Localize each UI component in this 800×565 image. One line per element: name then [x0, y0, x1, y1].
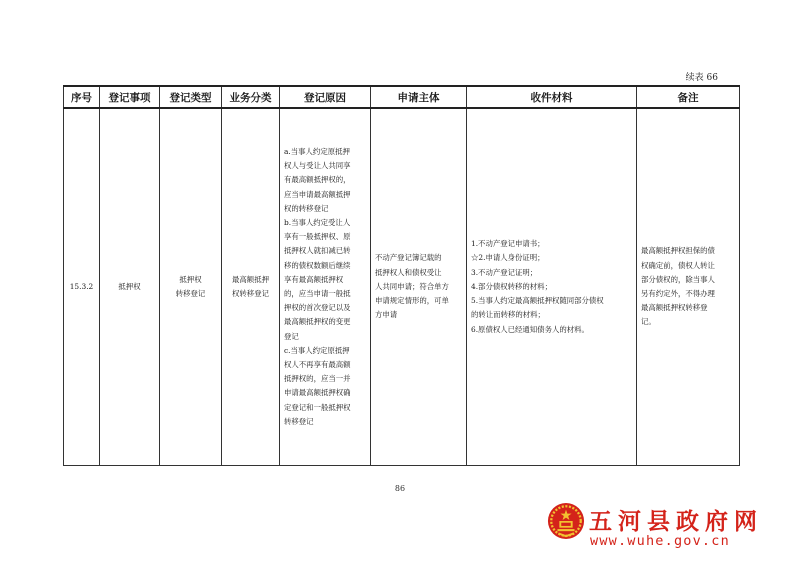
header-remarks: 备注 — [637, 86, 740, 108]
site-name: 五河县政府网 — [589, 509, 763, 535]
cell-item: 抵押权 — [100, 108, 160, 466]
reason-line: 享有最高额抵押权 — [284, 274, 344, 284]
table-row — [64, 108, 740, 466]
applicant-line: 人共同申请；符合单方 — [375, 281, 449, 291]
reason-line: 应当申请最高额抵押 — [284, 189, 351, 199]
type-lines — [160, 273, 221, 301]
materials-line: 5.当事人约定最高额抵押权随同部分债权 — [471, 296, 604, 306]
reason-line: 权人不再享有最高额 — [284, 360, 351, 370]
category-line: 最高额抵押 — [232, 274, 269, 284]
reason-line: 权的转移登记 — [284, 203, 329, 213]
type-line: 抵押权 — [179, 274, 202, 284]
cell-category — [222, 108, 280, 466]
type-line: 转移登记 — [175, 289, 206, 298]
reason-lines — [284, 145, 366, 429]
remarks-line: 最高额抵押权担保的债 — [641, 246, 715, 256]
reason-line: 权人与受让人共同享 — [284, 161, 351, 171]
page-number: 86 — [394, 484, 406, 493]
site-url[interactable]: www.wuhe.gov.cn — [590, 533, 730, 549]
remarks-line: 另有约定外，不得办理 — [641, 289, 715, 298]
table-header-row — [64, 86, 740, 108]
reason-line: 抵押权的，应当一并 — [284, 374, 351, 384]
materials-line: 的转让而转移的材料； — [471, 310, 545, 320]
reason-line: 转移登记 — [284, 416, 314, 426]
remarks-lines — [641, 244, 735, 329]
reason-line: 移的债权数额后继续 — [284, 260, 351, 270]
materials-line: 1.不动产登记申请书； — [471, 239, 545, 249]
materials-line: 6.原债权人已经通知债务人的材料。 — [471, 324, 589, 334]
applicant-line: 申请规定情形的，可单 — [375, 296, 449, 306]
reason-line: 押权的首次登记以及 — [284, 303, 351, 313]
header-item: 登记事项 — [100, 86, 160, 108]
reason-line: 享有一般抵押权、原 — [284, 232, 351, 242]
reason-line: c.当事人约定原抵押 — [284, 345, 350, 355]
cell-reason — [280, 108, 371, 466]
reason-line: 有最高额抵押权的， — [284, 175, 351, 185]
header-serial: 序号 — [64, 86, 100, 108]
cell-materials — [467, 108, 637, 466]
reason-line: 抵押权人就扣减已转 — [284, 246, 351, 256]
reason-line: 登记 — [284, 331, 299, 341]
applicant-line: 抵押权人和债权受让 — [375, 267, 442, 277]
remarks-line: 权确定前，债权人转让 — [641, 260, 715, 270]
applicant-lines — [375, 251, 462, 322]
reason-line: 的，应当申请一般抵 — [284, 289, 351, 298]
cell-serial: 15.3.2 — [64, 108, 100, 466]
reason-line: a.当事人约定原抵押 — [284, 146, 350, 156]
cell-type — [160, 108, 222, 466]
remarks-line: 最高额抵押权转移登 — [641, 303, 708, 313]
site-watermark[interactable] — [547, 502, 787, 552]
remarks-line: 记。 — [641, 317, 656, 327]
reason-line: 最高额抵押权的变更 — [284, 317, 351, 327]
category-line: 权转移登记 — [232, 289, 269, 298]
applicant-line: 不动产登记簿记载的 — [375, 253, 442, 263]
header-type: 登记类型 — [160, 86, 222, 108]
materials-lines — [471, 237, 632, 336]
national-emblem-icon — [547, 502, 585, 540]
reason-line: b.当事人约定受让人 — [284, 217, 351, 227]
header-applicant: 申请主体 — [371, 86, 467, 108]
category-lines — [222, 273, 279, 301]
header-materials: 收件材料 — [467, 86, 637, 108]
cell-remarks — [637, 108, 740, 466]
registration-table — [63, 85, 740, 466]
reason-line: 定登记和一般抵押权 — [284, 402, 351, 412]
header-category: 业务分类 — [222, 86, 280, 108]
reason-line: 申请最高额抵押权确 — [284, 388, 351, 398]
materials-line: 4.部分债权转移的材料； — [471, 281, 552, 291]
materials-line: 3.不动产登记证明； — [471, 267, 538, 277]
continued-table-label: 续表 66 — [685, 73, 718, 83]
header-reason: 登记原因 — [280, 86, 371, 108]
remarks-line: 部分债权的，除当事人 — [641, 274, 715, 284]
materials-line: ☆2.申请人身份证明； — [471, 253, 545, 263]
applicant-line: 方申请 — [375, 310, 398, 320]
cell-applicant — [371, 108, 467, 466]
